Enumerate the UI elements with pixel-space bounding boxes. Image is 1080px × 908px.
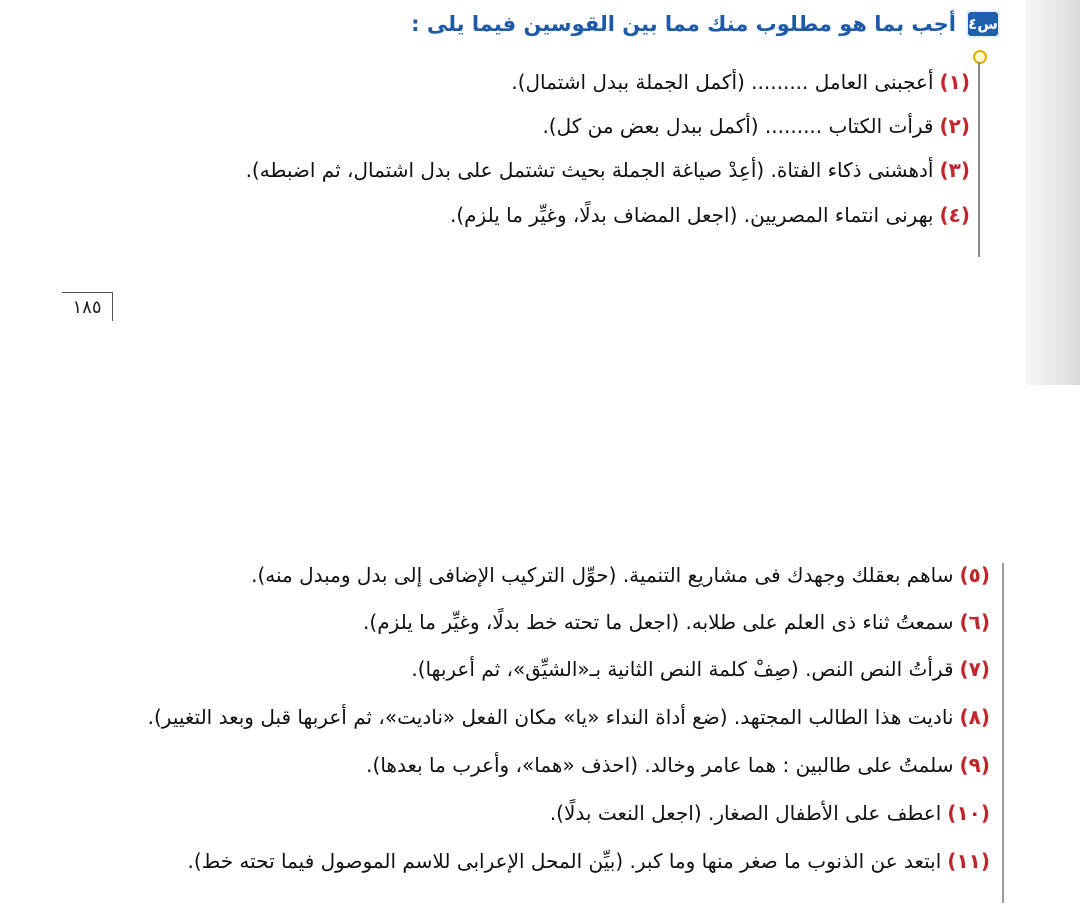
item-number: (٣) bbox=[939, 158, 970, 182]
question-item bbox=[550, 801, 990, 825]
section-rule-bottom bbox=[1002, 563, 1004, 903]
question-badge: س٤ bbox=[966, 10, 1000, 38]
item-number: (١١) bbox=[947, 849, 990, 873]
item-number: (٢) bbox=[939, 114, 970, 138]
item-number: (١٠) bbox=[947, 801, 990, 825]
question-item bbox=[542, 114, 970, 138]
section-rule-top bbox=[978, 62, 980, 257]
question-item bbox=[450, 203, 970, 227]
item-text: بهرنى انتماء المصريين. (اجعل المضاف بدلًا، وغيِّر ما يلزم). bbox=[450, 203, 934, 227]
item-text: سمعتُ ثناء ذى العلم على طلابه. (اجعل ما تحته خط بدلًا، وغيِّر ما يلزم). bbox=[363, 610, 954, 634]
question-item bbox=[246, 158, 970, 182]
question-item bbox=[363, 610, 990, 634]
item-number: (١) bbox=[939, 70, 970, 94]
item-number: (٧) bbox=[959, 657, 990, 681]
item-text: قرأت الكتاب ......... (أكمل ببدل بعض من كل). bbox=[542, 114, 934, 138]
item-text: أدهشنى ذكاء الفتاة. (أعِدْ صياغة الجملة بحيث تشتمل على بدل اشتمال، ثم اضبطه). bbox=[245, 158, 934, 182]
item-text: قرأتُ النص النص. (صِفْ كلمة النص الثانية بـ«الشيِّق»، ثم أعربها). bbox=[411, 657, 954, 681]
page-edge-shadow bbox=[1026, 0, 1080, 385]
item-text: أعجبنى العامل ......... (أكمل الجملة ببدل اشتمال). bbox=[511, 70, 934, 94]
item-text: ناديت هذا الطالب المجتهد. (ضع أداة النداء «يا» مكان الفعل «ناديت»، ثم أعربها قبل وبعد التغيير). bbox=[147, 705, 954, 729]
item-text: اعطف على الأطفال الصغار. (اجعل النعت بدلًا). bbox=[549, 801, 942, 825]
item-number: (٦) bbox=[959, 610, 990, 634]
question-header bbox=[411, 10, 1000, 38]
item-text: سلمتُ على طالبين : هما عامر وخالد. (احذف «هما»، وأعرب ما بعدها). bbox=[366, 753, 954, 777]
question-item bbox=[366, 753, 990, 777]
question-title: أجب بما هو مطلوب منك مما بين القوسين فيما يلى : bbox=[411, 12, 956, 36]
item-number: (٤) bbox=[939, 203, 970, 227]
item-number: (٥) bbox=[959, 563, 990, 587]
bullet-marker-icon bbox=[973, 50, 987, 64]
question-item bbox=[511, 70, 970, 94]
item-text: ابتعد عن الذنوب ما صغر منها وما كبر. (بيِّن المحل الإعرابى للاسم الموصول فيما تحته خط). bbox=[187, 849, 942, 873]
question-item bbox=[411, 657, 990, 681]
question-item bbox=[188, 849, 990, 873]
item-number: (٨) bbox=[959, 705, 990, 729]
item-text: ساهم بعقلك وجهدك فى مشاريع التنمية. (حوِّل التركيب الإضافى إلى بدل ومبدل منه). bbox=[251, 563, 954, 587]
item-number: (٩) bbox=[959, 753, 990, 777]
question-item bbox=[148, 705, 990, 729]
question-item bbox=[251, 563, 990, 587]
page-number: ١٨٥ bbox=[62, 292, 113, 321]
